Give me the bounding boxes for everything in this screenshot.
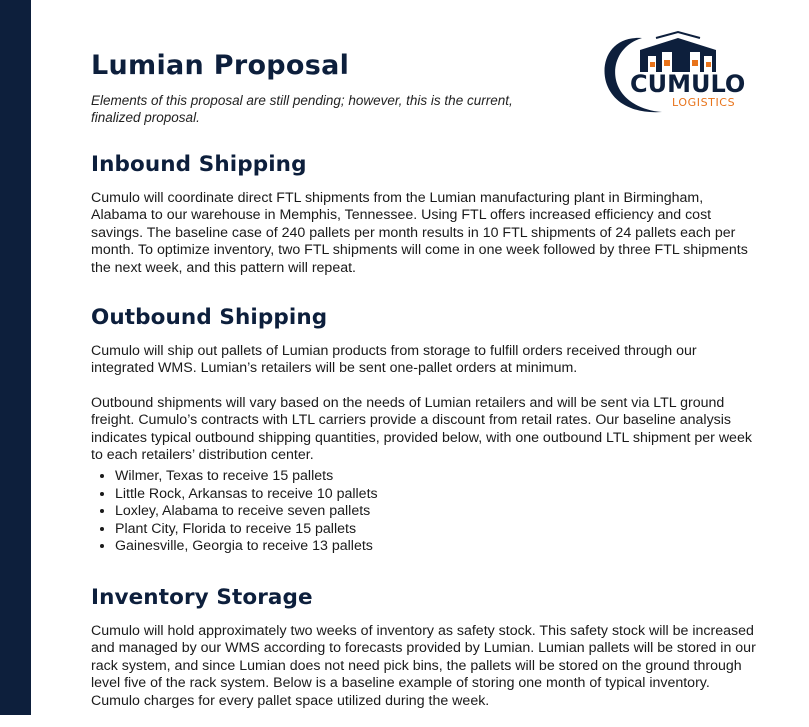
document-title: Lumian Proposal [91,50,350,81]
section-heading: Inventory Storage [91,585,313,610]
list-item: • Little Rock, Arkansas to receive 10 pallets [115,486,761,504]
section-inventory-storage [91,585,761,727]
section-heading: Inbound Shipping [91,152,307,177]
cumulo-logistics-logo [600,30,750,116]
section-paragraph: Cumulo will ship out pallets of Lumian products from storage to fulfill orders received through our integrated WMS. Lumian’s retailers will be sent one-pallet orders at minimum. [91,343,697,377]
section-heading: Outbound Shipping [91,305,328,330]
logo-wordmark: CUMULO [630,70,746,98]
list-item: • Wilmer, Texas to receive 15 pallets [115,468,761,486]
list-item: • Loxley, Alabama to receive seven pallets [115,503,761,521]
section-paragraph: Cumulo will coordinate direct FTL shipments from the Lumian manufacturing plant in Birmingham, Alabama to our warehouse in Memphis, Tennessee. Using FTL offers increased efficiency and cost savings. The baseline case of 240 pallets per month results in 10 FTL shipments of 24 pallets each per month. To optimize inventory, two FTL shipments will come in one week followed by three FTL shipments the next week, and this pattern will repeat. [91,190,748,276]
section-outbound-shipping [91,305,761,556]
left-accent-bar [0,0,31,715]
section-paragraph: Cumulo will hold approximately two weeks of inventory as safety stock. This safety stock will be increased and managed by our WMS according to forecasts provided by Lumian. Lumian pallets will be stored in our rack system, and since Lumian does not need pick bins, the pallets will be stored on the ground through level five of the rack system. Below is a baseline example of storing one month of typical inventory. Cumulo charges for every pallet space utilized during the week. [91,623,756,709]
list-item: • Gainesville, Georgia to receive 13 pallets [115,538,761,556]
list-item: • Plant City, Florida to receive 15 pallets [115,521,761,539]
document-subtitle: Elements of this proposal are still pending; however, this is the current, finalized proposal. [91,93,513,125]
shipping-quantity-list [91,468,761,556]
logo-tagline: LOGISTICS [672,96,736,109]
section-inbound-shipping [91,152,761,294]
section-paragraph: Outbound shipments will vary based on the needs of Lumian retailers and will be sent via LTL ground freight. Cumulo’s contracts with LTL carriers provide a discount from retail rates. Our baseline analysis indicates typical outbound shipping quantities, provided below, with one outbound LTL shipment per week to each retailers’ distribution center. [91,394,752,464]
